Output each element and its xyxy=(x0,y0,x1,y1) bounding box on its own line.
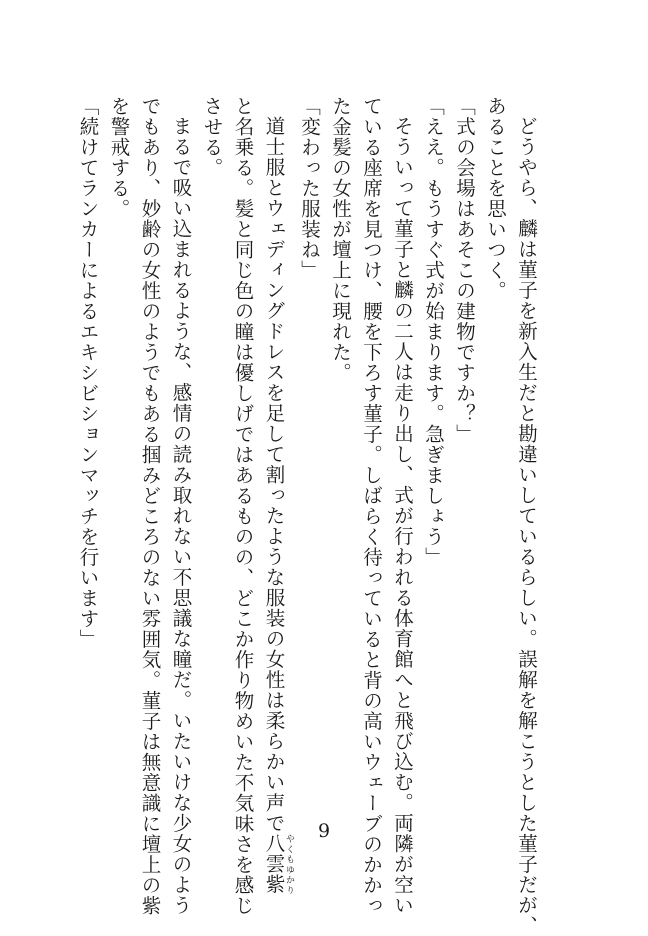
text-line-9 xyxy=(259,96,295,895)
ruby-reading: やくもゆかり xyxy=(284,833,294,895)
text-line-2: あることを思いつく。 xyxy=(484,96,507,301)
text-line-10: と名乗る。髪と同じ色の瞳は優しげではあるものの、どこか作り物めいた不気味さを感じ xyxy=(231,96,255,916)
text-line-11: させる。 xyxy=(200,96,224,178)
text-line-6: ている座席を見つけ、腰を下ろす菫子。しばらく待っていると背の高いウェーブのかかっ xyxy=(360,96,383,916)
text-line-5: そういって菫子と麟の二人は走り出し、式が行われる体育館へと飛び込む。両隣が空い xyxy=(391,115,414,915)
text-line-3: 「式の会場はあそこの建物ですか？」 xyxy=(453,96,476,445)
text-line-14: を警戒する。 xyxy=(107,96,131,219)
text-line-13: でもあり、妙齢の女性のようでもある掴みどころのない雰囲気。菫子は無意識に壇上の紫 xyxy=(138,96,162,916)
text-line-8: 「変わった服装ね」 xyxy=(298,96,321,281)
text-line-1: どうやら、麟は菫子を新入生だと勘違いしているらしい。誤解を解こうとした菫子だが、 xyxy=(515,115,538,936)
text-line-4: 「ええ。もうすぐ式が始まります。急ぎましょう」 xyxy=(422,96,445,568)
text-line-7: た金髪の女性が壇上に現れた。 xyxy=(329,96,352,383)
page-number: 9 xyxy=(317,820,331,842)
vertical-text-body xyxy=(76,96,542,936)
text-line-9-body: 道士服とウェディングドレスを足して割ったような服装の女性は柔らかい声で xyxy=(262,115,286,833)
ruby-base: 八雲紫 xyxy=(262,833,286,895)
text-line-12: まるで吸い込まれるような、感情の読み取れない不思議な瞳だ。いたいけな少女のよう xyxy=(169,115,193,915)
text-line-15: 「続けてランカーによるエキシビションマッチを行います」 xyxy=(76,96,100,650)
name-ruby xyxy=(262,833,294,895)
